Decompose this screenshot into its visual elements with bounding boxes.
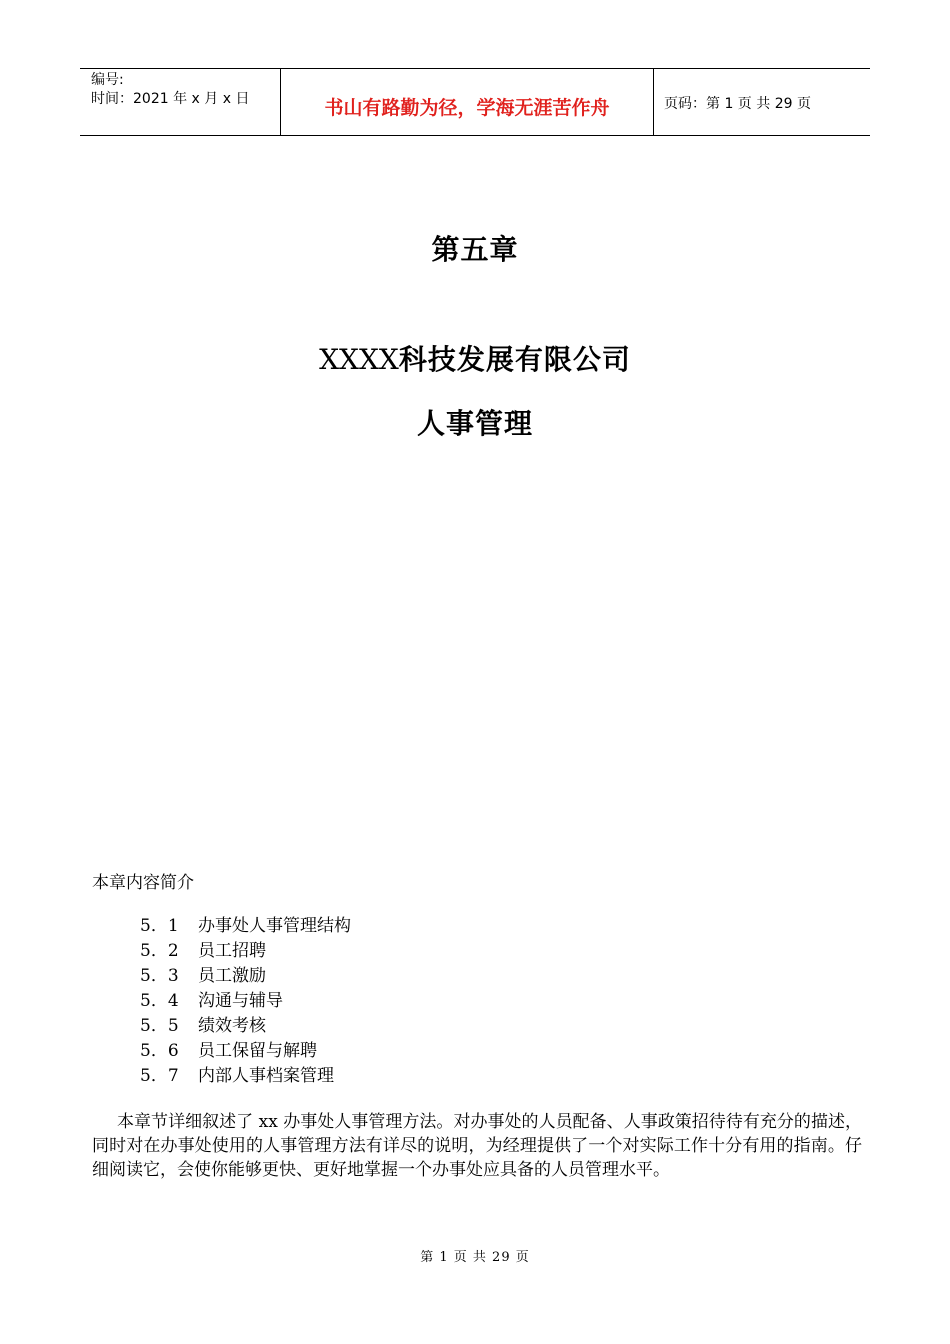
toc-title: 员工激励 xyxy=(198,966,266,986)
header-page-cell xyxy=(654,69,870,135)
table-of-contents xyxy=(140,914,351,1089)
page-info: 页码：第 1 页 共 29 页 xyxy=(664,96,811,112)
motto-text: 书山有路勤为径，学海无涯苦作舟 xyxy=(324,96,610,119)
date-label: 时间：2021 年 x 月 x 日 xyxy=(91,91,250,107)
toc-number: 5．2 xyxy=(140,941,179,961)
toc-item xyxy=(140,964,351,989)
header-table xyxy=(80,68,870,136)
toc-item xyxy=(140,989,351,1014)
toc-item xyxy=(140,1039,351,1064)
subject-title: 人事管理 xyxy=(416,407,533,440)
toc-title: 沟通与辅导 xyxy=(198,991,283,1011)
toc-item xyxy=(140,1064,351,1089)
toc-title: 员工招聘 xyxy=(198,941,266,961)
toc-title: 员工保留与解聘 xyxy=(198,1041,317,1061)
toc-title: 绩效考核 xyxy=(198,1016,266,1036)
toc-number: 5．4 xyxy=(140,991,179,1011)
company-name: 科技发展有限公司 xyxy=(398,343,631,376)
toc-number: 5．5 xyxy=(140,1016,179,1036)
header-meta-cell xyxy=(80,69,281,135)
company-title xyxy=(0,338,950,378)
toc-number: 5．1 xyxy=(140,916,179,936)
toc-title: 办事处人事管理结构 xyxy=(198,916,351,936)
toc-number: 5．6 xyxy=(140,1041,179,1061)
intro-heading: 本章内容简介 xyxy=(92,873,194,893)
number-label: 编号: xyxy=(91,72,124,88)
toc-item xyxy=(140,939,351,964)
toc-item xyxy=(140,914,351,939)
page-footer: 第 1 页 共 29 页 xyxy=(420,1250,530,1265)
toc-number: 5．3 xyxy=(140,966,179,986)
toc-number: 5．7 xyxy=(140,1066,179,1086)
toc-item xyxy=(140,1014,351,1039)
header-motto-cell xyxy=(281,69,654,135)
company-prefix: XXXX xyxy=(319,343,399,376)
toc-title: 内部人事档案管理 xyxy=(198,1066,334,1086)
chapter-title: 第五章 xyxy=(431,233,519,266)
intro-paragraph: 本章节详细叙述了 xx 办事处人事管理方法。对办事处的人员配备、人事政策招待待有充分的描述，同时对在办事处使用的人事管理方法有详尽的说明，为经理提供了一个对实际工作十分有用的指南。仔细阅读它，会使你能够更快、更好地掌握一个办事处应具备的人员管理水平。 xyxy=(92,1112,862,1180)
